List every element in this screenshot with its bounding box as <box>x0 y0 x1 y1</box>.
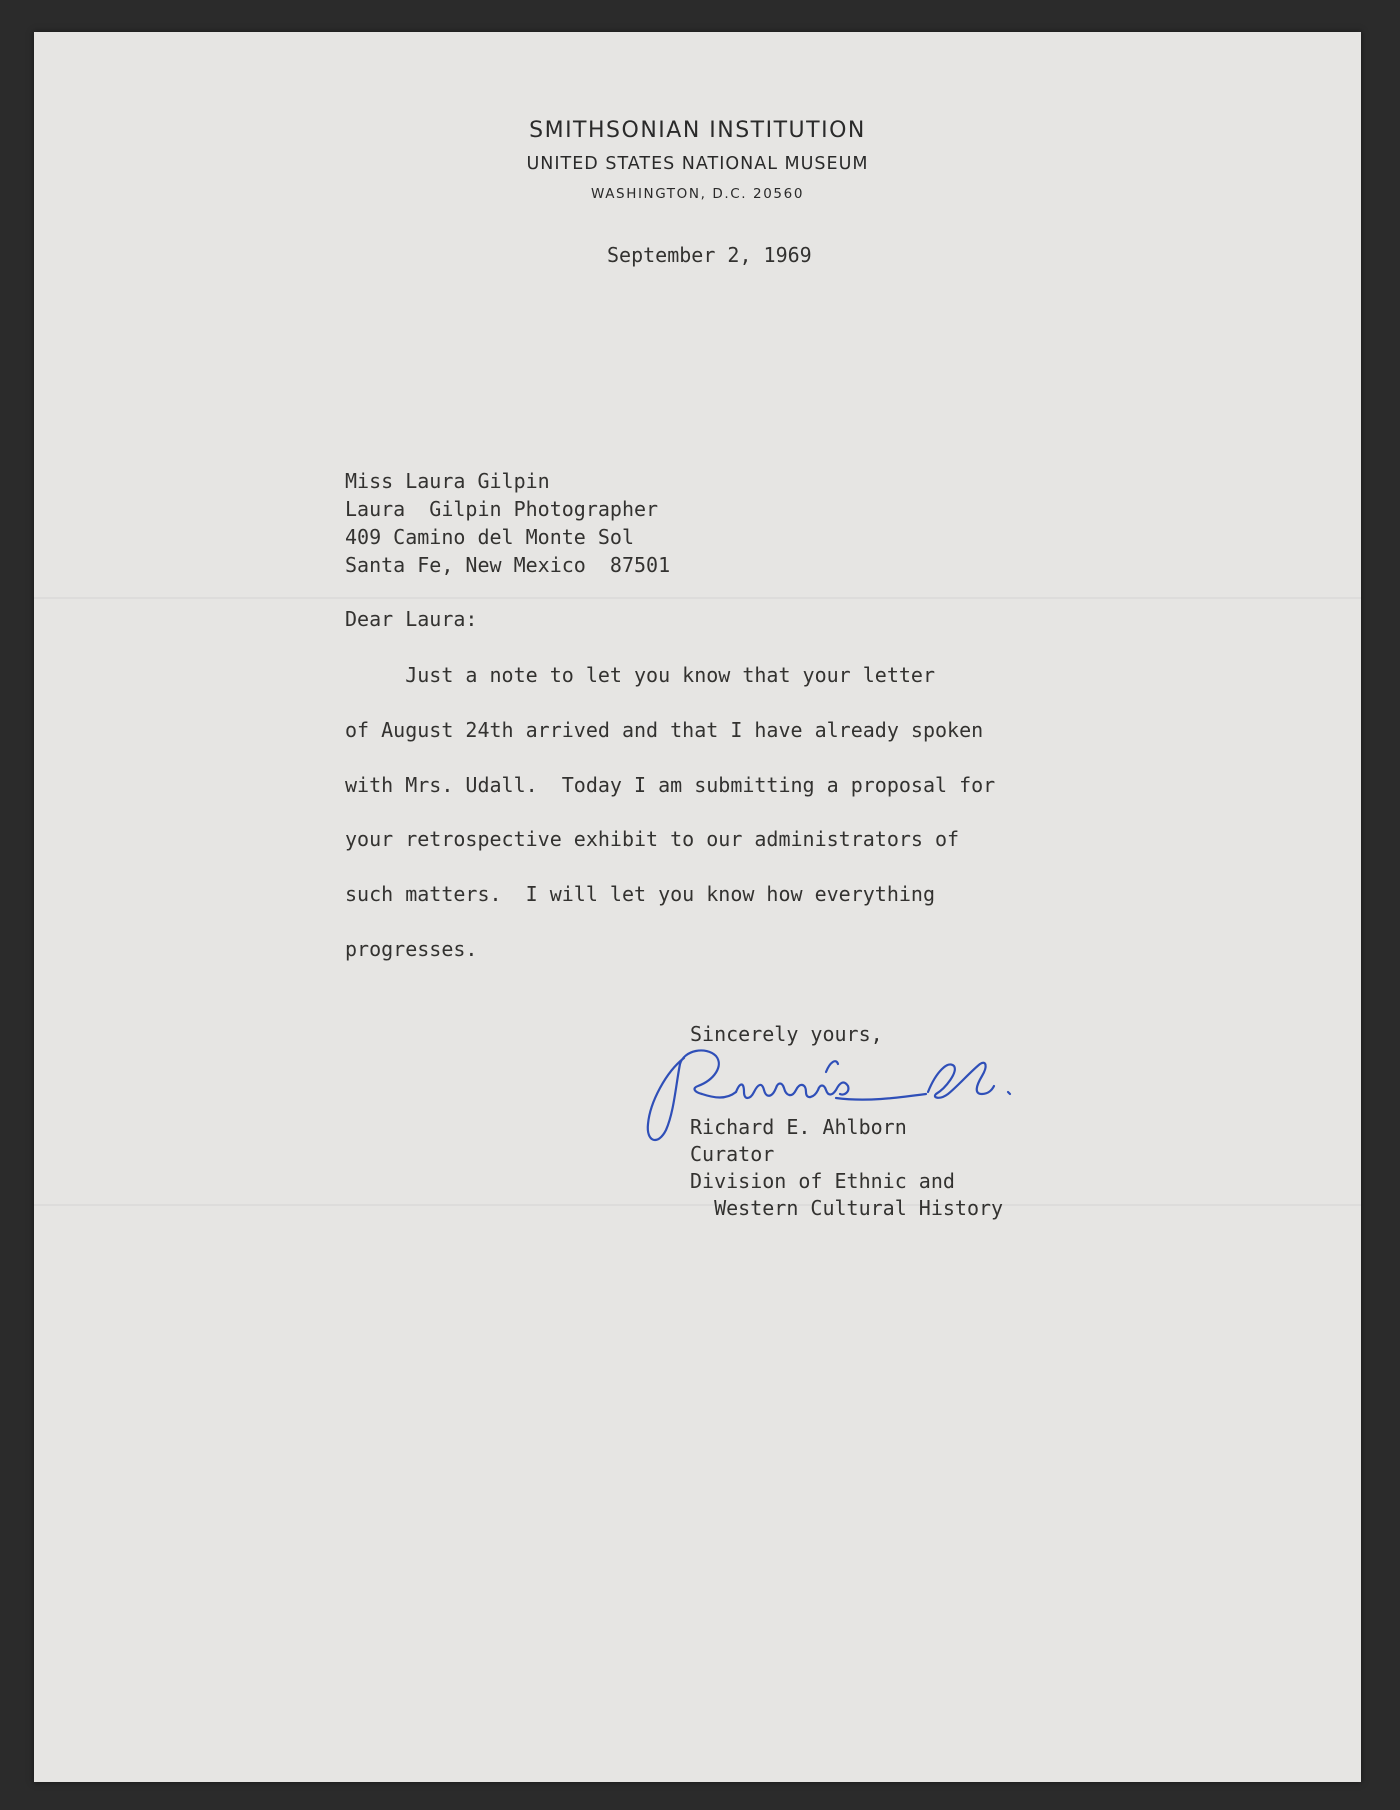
signer-name: Richard E. Ahlborn <box>690 1115 907 1139</box>
body-line: such matters. I will let you know how everything <box>345 882 936 906</box>
closing: Sincerely yours, <box>690 1022 883 1046</box>
letter-page <box>34 32 1361 1782</box>
recipient-street: 409 Camino del Monte Sol <box>345 525 634 549</box>
letter-date: September 2, 1969 <box>607 243 812 267</box>
signer-title: Curator <box>690 1142 775 1166</box>
letterhead-institution: SMITHSONIAN INSTITUTION <box>529 118 866 143</box>
body-line: Just a note to let you know that your letter <box>345 663 936 687</box>
recipient-company: Laura Gilpin Photographer <box>345 497 659 521</box>
recipient-name: Miss Laura Gilpin <box>345 469 550 493</box>
recipient-city: Santa Fe, New Mexico 87501 <box>345 553 671 577</box>
body-line: progresses. <box>345 937 478 961</box>
signer-division: Division of Ethnic and <box>690 1169 955 1193</box>
fold-crease <box>34 597 1361 599</box>
salutation: Dear Laura: <box>345 607 478 631</box>
body-line: of August 24th arrived and that I have already spoken <box>345 718 984 742</box>
body-line: with Mrs. Udall. Today I am submitting a proposal for <box>345 773 996 797</box>
letterhead-location: WASHINGTON, D.C. 20560 <box>590 186 805 202</box>
body-line: your retrospective exhibit to our administrators of <box>345 827 960 851</box>
letterhead-museum: UNITED STATES NATIONAL MUSEUM <box>526 154 869 174</box>
signer-division-continued: Western Cultural History <box>690 1196 1004 1220</box>
